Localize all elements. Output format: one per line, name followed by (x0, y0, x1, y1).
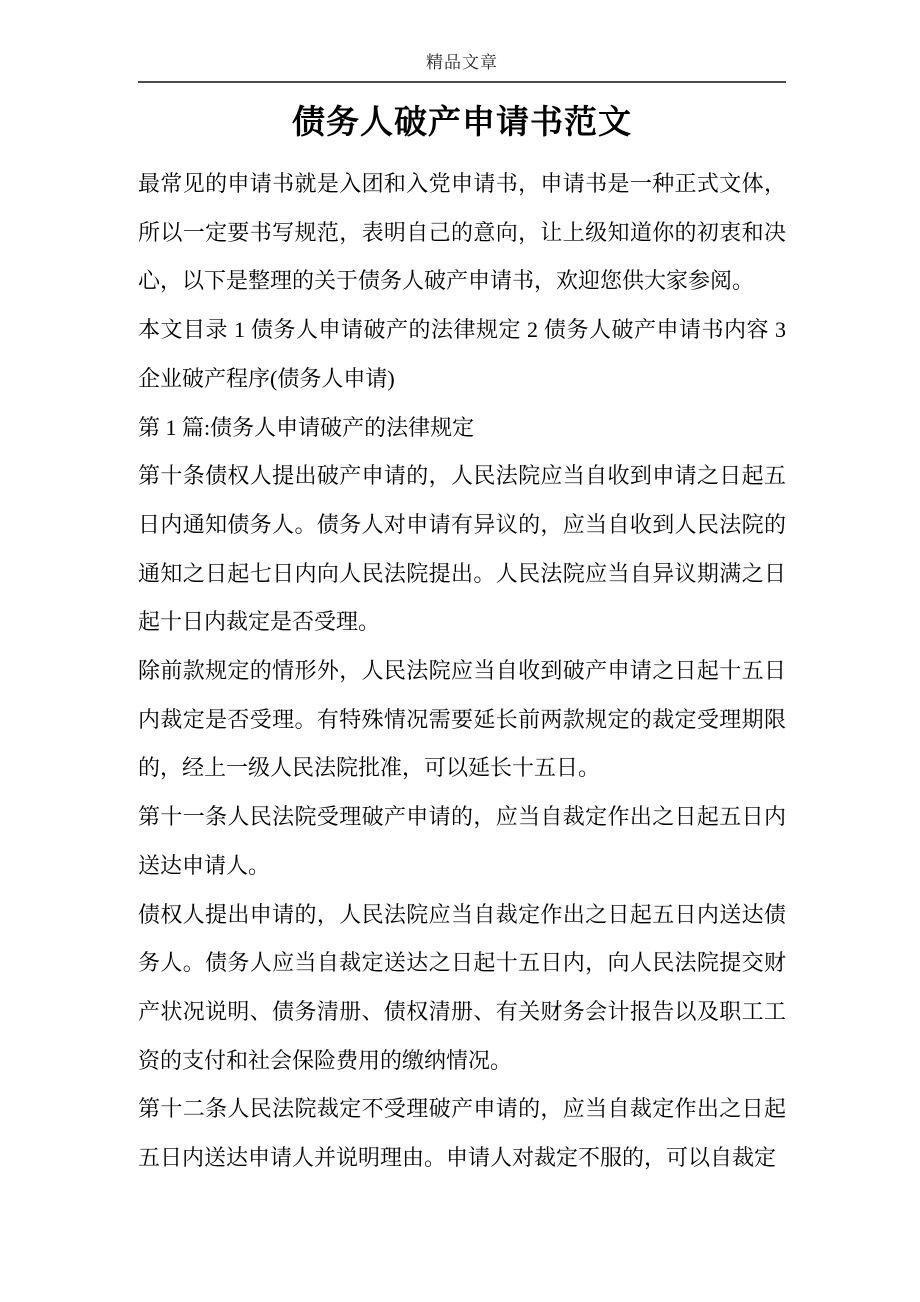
document-body (138, 160, 786, 1183)
paragraph-article-11b: 债权人提出申请的，人民法院应当自裁定作出之日起五日内送达债务人。债务人应当自裁定送达之日起十五日内，向人民法院提交财产状况说明、债务清册、债权清册、有关财务会计报告以及职工工资的支付和社会保险费用的缴纳情况。 (138, 901, 786, 1073)
paragraph-toc: 本文目录 1 债务人申请破产的法律规定 2 债务人破产申请书内容 3 企业破产程序(债务人申请) (138, 317, 786, 391)
document-title: 债务人破产申请书范文 (292, 105, 632, 141)
paragraph-article-11a: 第十一条人民法院受理破产申请的，应当自裁定作出之日起五日内送达申请人。 (138, 804, 786, 878)
paragraph-section-1: 第 1 篇:债务人申请破产的法律规定 (138, 414, 475, 440)
paragraph-article-10b: 除前款规定的情形外，人民法院应当自收到破产申请之日起十五日内裁定是否受理。有特殊情况需要延长前两款规定的裁定受理期限的，经上一级人民法院批准，可以延长十五日。 (138, 658, 786, 781)
page-header-text: 精品文章 (138, 52, 786, 83)
paragraph-article-10a: 第十条债权人提出破产申请的，人民法院应当自收到申请之日起五日内通知债务人。债务人对申请有异议的，应当自收到人民法院的通知之日起七日内向人民法院提出。人民法院应当自异议期满之日起十日内裁定是否受理。 (138, 463, 786, 635)
paragraph-intro: 最常见的申请书就是入团和入党申请书，申请书是一种正式文体，所以一定要书写规范，表明自己的意向，让上级知道你的初衷和决心，以下是整理的关于债务人破产申请书，欢迎您供大家参阅。 (138, 171, 786, 294)
paragraph-article-12: 第十二条人民法院裁定不受理破产申请的，应当自裁定作出之日起五日内送达申请人并说明理由。申请人对裁定不服的，可以自裁定 (138, 1096, 786, 1171)
